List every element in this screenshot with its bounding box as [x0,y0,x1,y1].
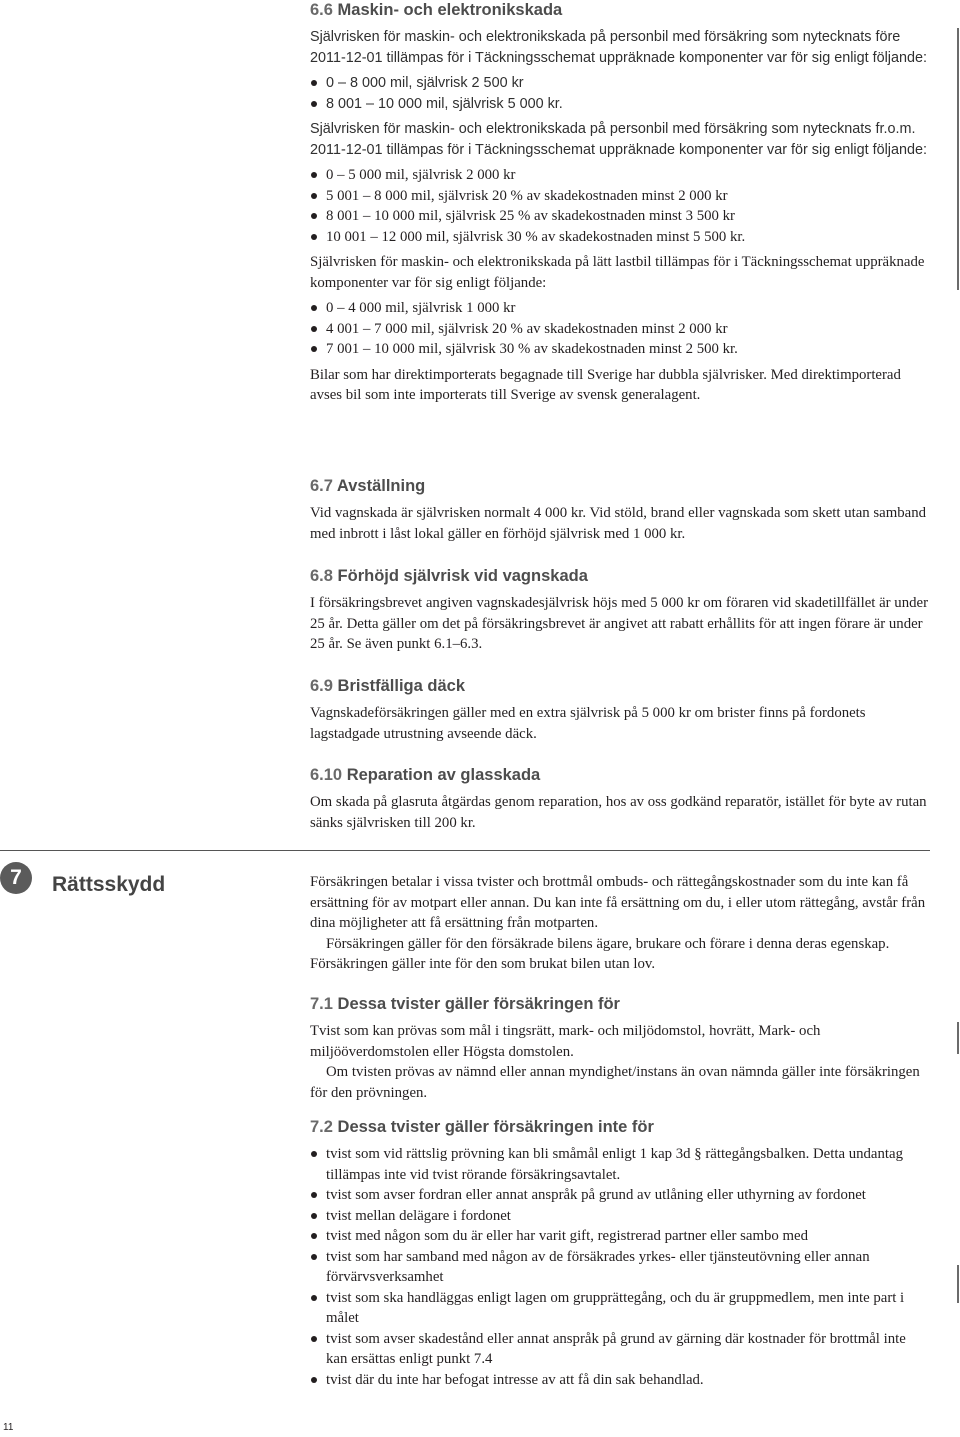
list-item: tvist som avser fordran eller annat anspråk på grund av utlåning eller uthyrning av fordonet [310,1185,930,1206]
chapter-title: Rättsskydd [52,873,166,896]
paragraph: Självrisken för maskin- och elektronikskada på lätt lastbil tillämpas för i Täckningsschemat uppräknade komponenter var för sig enligt följande: [310,254,925,291]
section-heading: 7.2 Dessa tvister gäller försäkringen inte för [310,1118,654,1136]
list-item: 7 001 – 10 000 mil, självrisk 30 % av skadekostnaden minst 2 500 kr. [310,339,930,360]
section-heading: 7.1 Dessa tvister gäller försäkringen för [310,995,620,1013]
list-item: tvist där du inte har befogat intresse av att få din sak behandlad. [310,1370,930,1391]
section-heading: 6.9 Bristfälliga däck [310,677,465,695]
list-item: 0 – 8 000 mil, självrisk 2 500 kr [310,73,930,94]
paragraph: Vagnskadeförsäkringen gäller med en extra självrisk på 5 000 kr om brister finns på fordonets lagstadgade utrustning avseende däck. [310,705,866,742]
paragraph: Självrisken för maskin- och elektronikskada på personbil med försäkring som nytecknats fr.o.m. 2011-12-01 tillämpas för i Täckningsschemat uppräknade komponenter var för sig enligt följande: [310,121,928,158]
list-item: 8 001 – 10 000 mil, självrisk 5 000 kr. [310,94,930,115]
paragraph: Om skada på glasruta åtgärdas genom reparation, hos av oss godkänd reparatör, istället för byte av rutan sänks självrisken till 200 kr. [310,794,927,831]
list-item: tvist som ska handläggas enligt lagen om grupprättegång, och du är gruppmedlem, men inte part i målet [310,1288,930,1329]
paragraph: Vid vagnskada är självrisken normalt 4 000 kr. Vid stöld, brand eller vagnskada som skett utan samband med inbrott i låst lokal gäller en förhöjd självrisk med 1 000 kr. [310,505,927,542]
section-6-6 [310,0,930,406]
list-item: 0 – 5 000 mil, självrisk 2 000 kr [310,165,930,186]
list-item: 4 001 – 7 000 mil, självrisk 20 % av skadekostnaden minst 2 000 kr [310,319,930,340]
section-6-8 [310,566,930,655]
section-heading: 6.6 Maskin- och elektronikskada [310,1,563,19]
list-item: 8 001 – 10 000 mil, självrisk 25 % av skadekostnaden minst 3 500 kr [310,206,930,227]
section-7-1 [310,994,930,1103]
paragraph: I försäkringsbrevet angiven vagnskadesjälvrisk höjs med 5 000 kr om föraren vid skadetillfället är under 25 år. Detta gäller om det på försäkringsbrevet är angivet att rabatt erhållits för att ingen förare är under 25 år. Se även punkt 6.1–6.3. [310,595,929,652]
paragraph: Självrisken för maskin- och elektronikskada på personbil med försäkring som nytecknats före 2011-12-01 tillämpas för i Täckningsschemat uppräknade komponenter var för sig enligt följande: [310,29,928,66]
bullet-list [310,73,930,114]
section-6-7 [310,476,930,544]
paragraph: Försäkringen gäller för den försäkrade bilens ägare, brukare och förare i denna deras egenskap. Försäkringen gäller inte för den som brukat bilen utan lov. [310,935,890,972]
list-item: tvist som avser skadestånd eller annat anspråk på grund av gärning där kostnader för brottmål inte kan ersättas enligt punkt 7.4 [310,1329,930,1370]
section-heading: 6.7 Avställning [310,477,426,495]
paragraph: Om tvisten prövas av nämnd eller annan myndighet/instans än ovan nämnda gäller inte försäkringen för den prövningen. [310,1064,920,1101]
page-number: 11 [3,1422,14,1433]
list-item: 0 – 4 000 mil, självrisk 1 000 kr [310,298,930,319]
margin-rule [957,1265,959,1303]
bullet-list [310,298,930,360]
section-heading: 6.8 Förhöjd självrisk vid vagnskada [310,567,588,585]
section-7-2 [310,1117,930,1390]
section-heading: 6.10 Reparation av glasskada [310,766,541,784]
chapter-divider [0,850,930,851]
section-6-10 [310,765,930,833]
chapter-7-intro [310,872,930,975]
list-item: 5 001 – 8 000 mil, självrisk 20 % av skadekostnaden minst 2 000 kr [310,186,930,207]
paragraph: Tvist som kan prövas som mål i tingsrätt, mark- och miljödomstol, hovrätt, Mark- och miljööverdomstolen eller Högsta domstolen. [310,1023,821,1060]
margin-rule [957,1022,959,1054]
list-item: tvist som vid rättslig prövning kan bli småmål enligt 1 kap 3d § rättegångsbalken. Detta undantag tillämpas inte vid tvist rörande försäkringsavtalet. [310,1144,930,1185]
list-item: tvist som har samband med någon av de försäkrades yrkes- eller tjänsteutövning eller annan förvärvsverksamhet [310,1247,930,1288]
chapter-number-badge: 7 [0,862,32,894]
list-item: tvist mellan delägare i fordonet [310,1206,930,1227]
paragraph: Bilar som har direktimporterats begagnade till Sverige har dubbla självrisker. Med direktimporterad avses bil som inte importerats till Sverige av svensk generalagent. [310,366,901,403]
list-item: 10 001 – 12 000 mil, självrisk 30 % av skadekostnaden minst 5 500 kr. [310,227,930,248]
bullet-list [310,165,930,247]
margin-rule [957,28,959,290]
bullet-list [310,1144,930,1390]
paragraph: Försäkringen betalar i vissa tvister och brottmål ombuds- och rättegångskostnader som du inte kan få ersättning för av motpart eller annan. Du kan inte få ersättning om du, i eller utom rättegång, avstår från dina möjligheter att få ersättning från motparten. [310,874,926,931]
section-6-9 [310,676,930,744]
list-item: tvist med någon som du är eller har varit gift, registrerad partner eller sambo med [310,1226,930,1247]
